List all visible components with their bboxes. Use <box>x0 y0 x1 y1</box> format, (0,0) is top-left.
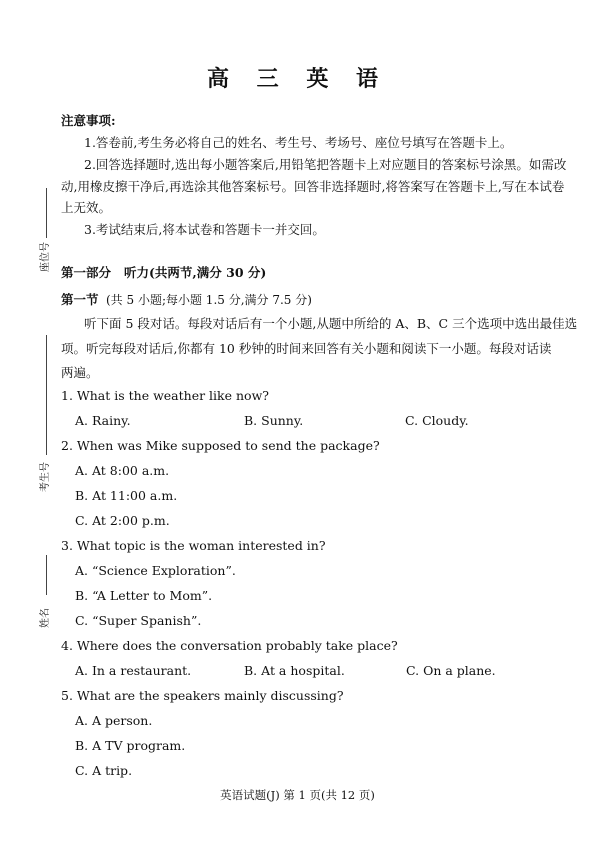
question-3-option-b: B. “A Letter to Mom”. <box>75 588 213 603</box>
question-5-option-c: C. A trip. <box>75 763 133 778</box>
part1-heading: 第一部分 <box>61 265 112 280</box>
notice-item-3: 3.考试结束后,将本试卷和答题卡一并交回。 <box>84 222 325 237</box>
notice-item-1: 1.答卷前,考生务必将自己的姓名、考生号、考场号、座位号填写在答题卡上。 <box>84 135 513 150</box>
question-4-option-c: C. On a plane. <box>406 663 496 678</box>
instruction-line-1: 听下面 5 段对话。每段对话后有一个小题,从题中所给的 A、B、C 三个选项中选出最佳选 <box>84 316 578 331</box>
question-2-option-b: B. At 11:00 a.m. <box>75 488 178 503</box>
section1-detail: (共 5 小题;每小题 1.5 分,满分 7.5 分) <box>106 293 312 307</box>
question-1-option-a: A. Rainy. <box>75 413 131 428</box>
question-3-stem: 3. What topic is the woman interested in? <box>61 538 326 553</box>
question-4-option-a: A. In a restaurant. <box>75 663 192 678</box>
notice-item-2: 2.回答选择题时,选出每小题答案后,用铅笔把答题卡上对应题目的答案标号涂黑。如需改 <box>84 157 567 172</box>
page-title: 高 三 英 语 <box>207 66 388 92</box>
question-1-stem: 1. What is the weather like now? <box>61 388 269 403</box>
question-4-option-b: B. At a hospital. <box>244 663 345 678</box>
name-line <box>46 555 47 595</box>
question-2-option-c: C. At 2:00 p.m. <box>75 513 170 528</box>
question-5-stem: 5. What are the speakers mainly discussing? <box>61 688 344 703</box>
notice-item-2-end: 上无效。 <box>61 200 112 215</box>
part1-subheading: 听力(共两节,满分 30 分) <box>124 265 267 280</box>
seat-line <box>46 188 47 238</box>
notice-heading: 注意事项: <box>61 113 116 128</box>
page-footer: 英语试题(J) 第 1 页(共 12 页) <box>220 788 375 802</box>
question-5-option-b: B. A TV program. <box>75 738 186 753</box>
question-2-option-a: A. At 8:00 a.m. <box>75 463 170 478</box>
question-1-option-b: B. Sunny. <box>244 413 304 428</box>
name-label: 姓名 <box>40 608 51 628</box>
exam-no-label: 考生号 <box>40 462 51 492</box>
question-2-stem: 2. When was Mike supposed to send the package? <box>61 438 380 453</box>
question-1-option-c: C. Cloudy. <box>405 413 469 428</box>
seat-label: 座位号 <box>40 242 51 272</box>
question-3-option-c: C. “Super Spanish”. <box>75 613 202 628</box>
question-3-option-a: A. “Science Exploration”. <box>75 563 236 578</box>
notice-item-2-cont: 动,用橡皮擦干净后,再选涂其他答案标号。回答非选择题时,将答案写在答题卡上,写在本试卷 <box>61 179 565 194</box>
section1-heading: 第一节 <box>61 292 99 307</box>
instruction-line-3: 两遍。 <box>61 365 99 380</box>
question-5-option-a: A. A person. <box>75 713 153 728</box>
question-4-stem: 4. Where does the conversation probably take place? <box>61 638 398 653</box>
exam-no-line <box>46 335 47 455</box>
instruction-line-2: 项。听完每段对话后,你都有 10 秒钟的时间来回答有关小题和阅读下一小题。每段对话读 <box>61 341 552 356</box>
